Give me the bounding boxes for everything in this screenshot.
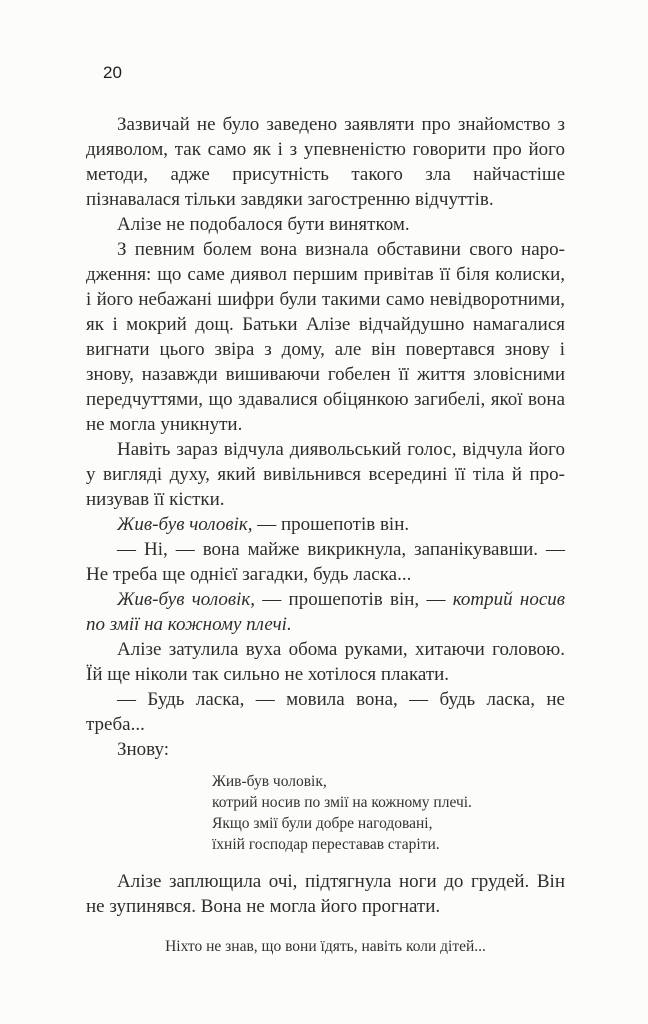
paragraph-text: — прошепотів він. bbox=[257, 514, 410, 535]
paragraph-text: Алізе заплющила очі, підтягнула ноги до грудей. Він не зупинявся. Вона не могла його прогнати. bbox=[86, 871, 565, 917]
verse-line: котрий носив по змії на кожному плечі. bbox=[212, 794, 472, 811]
paragraph bbox=[86, 637, 565, 687]
footer-teaser-line: Ніхто не знав, що вони їдять, навіть коли дітей... bbox=[165, 938, 486, 955]
verse-block bbox=[212, 771, 565, 855]
paragraph-text: — Будь ласка, — мовила вона, — будь ласка, не треба... bbox=[86, 689, 565, 735]
paragraph-text: Навіть зараз відчула диявольський голос, відчула його у вигляді духу, який вивільнився всередині її тіла й пронизував її кістки. bbox=[86, 439, 565, 510]
paragraph-dialogue bbox=[86, 537, 565, 587]
page-number: 20 bbox=[103, 63, 122, 82]
refrain-italic-text: Жив-був чоловік, bbox=[117, 514, 258, 535]
paragraph bbox=[86, 737, 565, 762]
paragraph-text: З певним болем вона визнала обставини свого народження: що саме диявол першим привітав її біля колиски, і його небажані шифри були такими само невідворотними, як і мокрий дощ. Батьки Алізе відчайдушно намагалися вигнати цього звіра з дому, але він повертався знову і знову, назавжди вишиваючи гобелен її життя зловісними передчуттями, що здавалися обіцянкою загибелі, якої вона не могла уникнути. bbox=[86, 239, 565, 435]
paragraph-text: Зазвичай не було заведено заявляти про знайомство з дияволом, так само як і з упевненістю говорити про його методи, адже присутність такого зла найчастіше пізнавалася тільки завдяки загостренню відчуттів. bbox=[86, 114, 565, 210]
refrain-italic-text: Жив-був чоловік, bbox=[117, 589, 263, 610]
page-text bbox=[86, 112, 565, 957]
paragraph-text: Алізе затулила вуха обома руками, хитаючи головою. Їй ще ніколи так сильно не хотілося плакати. bbox=[86, 639, 565, 685]
verse-line: Жив-був чоловік, bbox=[212, 773, 327, 790]
verse-line: їхній господар переставав старіти. bbox=[212, 836, 440, 853]
paragraph-refrain bbox=[86, 512, 565, 537]
paragraph-text: Алізе не подобалося бути винятком. bbox=[117, 214, 410, 235]
paragraph-text: — Ні, — вона майже викрикнула, запанікувавши. — Не треба ще однієї загадки, будь ласка... bbox=[86, 539, 565, 585]
paragraph-refrain bbox=[86, 587, 565, 637]
refrain-italic-text: котрий носив по змії на кожному плечі. bbox=[86, 589, 565, 635]
paragraph bbox=[86, 212, 565, 237]
paragraph-text: Знову: bbox=[117, 739, 170, 760]
paragraph bbox=[86, 437, 565, 512]
paragraph-dialogue bbox=[86, 687, 565, 737]
paragraph bbox=[86, 237, 565, 437]
paragraph-text: — прошепотів він, — bbox=[262, 589, 453, 610]
verse-line: Якщо змії були добре нагодовані, bbox=[212, 815, 433, 832]
paragraph-closing bbox=[86, 869, 565, 919]
paragraph bbox=[86, 112, 565, 212]
